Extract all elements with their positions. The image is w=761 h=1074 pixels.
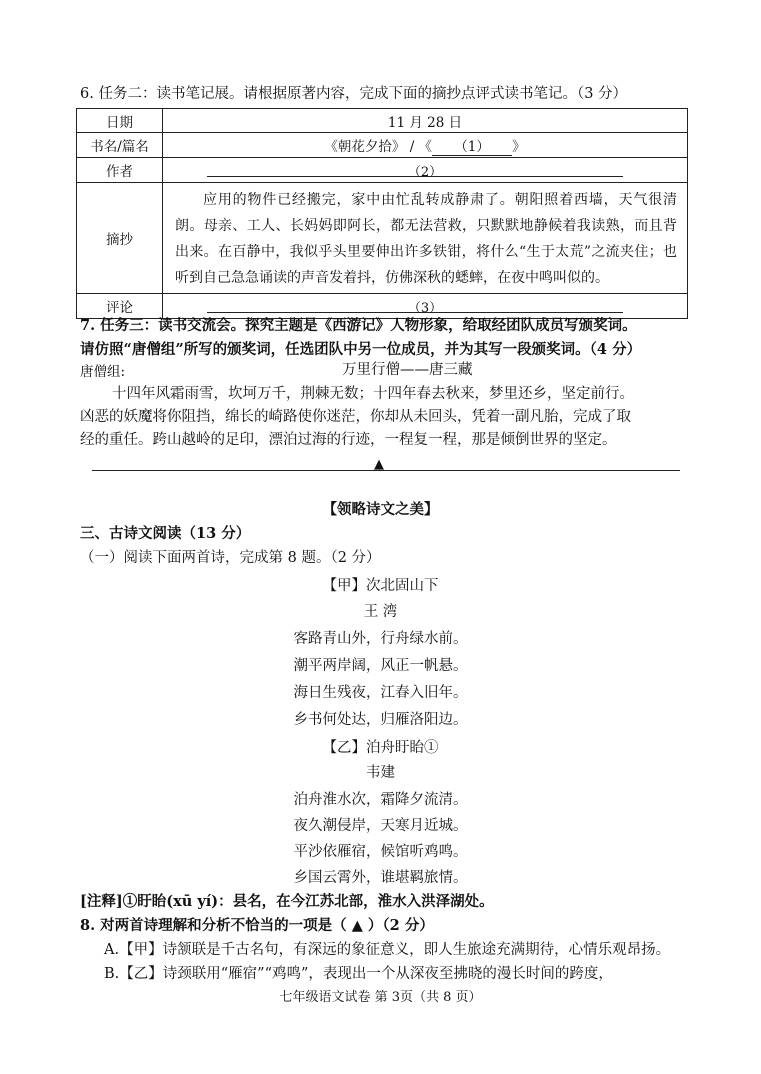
date-value: 11 月 28 日 — [387, 114, 463, 131]
date-label: 日期 — [77, 109, 163, 132]
book-title-right: 》 — [512, 139, 526, 155]
table-row-date — [77, 109, 687, 133]
question-8-option-b: B.【乙】诗颈联用“雁宿”“鸡鸣”，表现出一个从深夜至拂晓的漫长时间的跨度， — [104, 966, 613, 982]
poem-a-line: 客路青山外，行舟绿水前。 — [293, 631, 468, 647]
table-row-comment — [77, 294, 687, 318]
poem-b-line: 乡国云霄外，谁堪羁旅情。 — [293, 870, 468, 886]
question-7-line2: 请仿照“唐僧组”所写的颁奖词，任选团队中另一位成员，并为其写一段颁奖词。（4 分） — [80, 341, 642, 358]
poem-a-author: 王 湾 — [363, 604, 398, 620]
author-value — [163, 158, 687, 182]
book-label: 书名/篇名 — [77, 133, 163, 157]
author-blank-2: （2） — [407, 164, 443, 180]
poem-a-line: 潮平两岸阔，风正一帆悬。 — [293, 658, 468, 674]
excerpt-label: 摘抄 — [77, 183, 163, 293]
poem-b-title: 【乙】泊舟盱眙① — [322, 740, 439, 756]
comment-blank-3: （3） — [407, 300, 443, 316]
book-title-left: 《朝花夕拾》 / 《 — [324, 139, 433, 155]
poem-a-line: 海日生残夜，江春入旧年。 — [293, 685, 468, 701]
excerpt-text: 应用的物件已经搬完，家中由忙乱转成静肃了。朝阳照着西墙，天气很清朗。母亲、工人、长妈妈即阿长，都无法营救，只默默地静候着我读熟，而且背出来。在百静中，我似乎头里要伸出许多铁钳，将什么“生于太荒”之流夹住；也听到自己急急诵读的声音发着抖，仿佛深秋的蟋蟀，在夜中鸣叫似的。 — [175, 192, 677, 286]
award-paragraph-2: 凶恶的妖魔将你阻挡，绵长的崎路使你迷茫，你却从未回头，凭着一副凡胎，完成了取 — [80, 409, 631, 425]
award-title: 万里行僧——唐三藏 — [342, 362, 473, 378]
question-8-stem: 8. 对两首诗理解和分析不恰当的一项是（ ▲ ）（2 分） — [80, 917, 434, 934]
table-row-excerpt — [77, 183, 687, 294]
poem-b-author: 韦建 — [366, 765, 395, 781]
award-paragraph-1: 十四年风霜雨雪，坎坷万千，荆棘无数；十四年春去秋来，梦里还乡，坚定前行。 — [112, 386, 634, 402]
group-label: 唐僧组: — [80, 364, 126, 380]
page-footer: 七年级语文试卷 第 3页（共 8 页） — [279, 990, 482, 1005]
poem-b-line: 平沙依雁宿，候馆听鸡鸣。 — [293, 844, 468, 860]
poem-b-line: 夜久潮侵岸，天寒月近城。 — [293, 818, 468, 834]
section-heading: 三、古诗文阅读（13 分） — [80, 525, 251, 542]
question-7-line1: 7. 任务三：读书交流会。探究主题是《西游记》人物形象，给取经团队成员写颁奖词。 — [80, 317, 637, 334]
section-subheading: （一）阅读下面两首诗，完成第 8 题。（2 分） — [80, 550, 381, 566]
table-row-author — [77, 158, 687, 183]
comment-value — [163, 294, 687, 318]
section-banner: 【领略诗文之美】 — [322, 501, 439, 518]
question-6-stem: 6. 任务二：读书笔记展。请根据原著内容，完成下面的摘抄点评式读书笔记。（3 分） — [80, 86, 628, 102]
comment-label: 评论 — [77, 294, 163, 318]
table-row-book — [77, 133, 687, 158]
poem-b-line: 泊舟淮水次，霜降夕流清。 — [293, 792, 468, 808]
question-8-option-a: A.【甲】诗颔联是千古名句，有深远的象征意义，即人生旅途充满期待，心情乐观昂扬。 — [104, 942, 671, 958]
answer-marker: ▲ — [374, 457, 384, 472]
book-blank-1: （1） — [432, 135, 512, 156]
poem-a-title: 【甲】次北固山下 — [322, 578, 439, 594]
book-value — [163, 133, 687, 157]
author-label: 作者 — [77, 158, 163, 182]
poem-a-line: 乡书何处达，归雁洛阳边。 — [293, 712, 468, 728]
answer-divider — [92, 470, 680, 471]
award-paragraph-3: 经的重任。跨山越岭的足印，漂泊过海的行迹，一程复一程，那是倾倒世界的坚定。 — [80, 432, 617, 448]
annotation-note: [注释]①盱眙(xū yí)：县名，在今江苏北部，淮水入洪泽湖处。 — [80, 893, 494, 910]
reading-notes-table — [76, 108, 688, 319]
excerpt-value — [163, 183, 687, 293]
